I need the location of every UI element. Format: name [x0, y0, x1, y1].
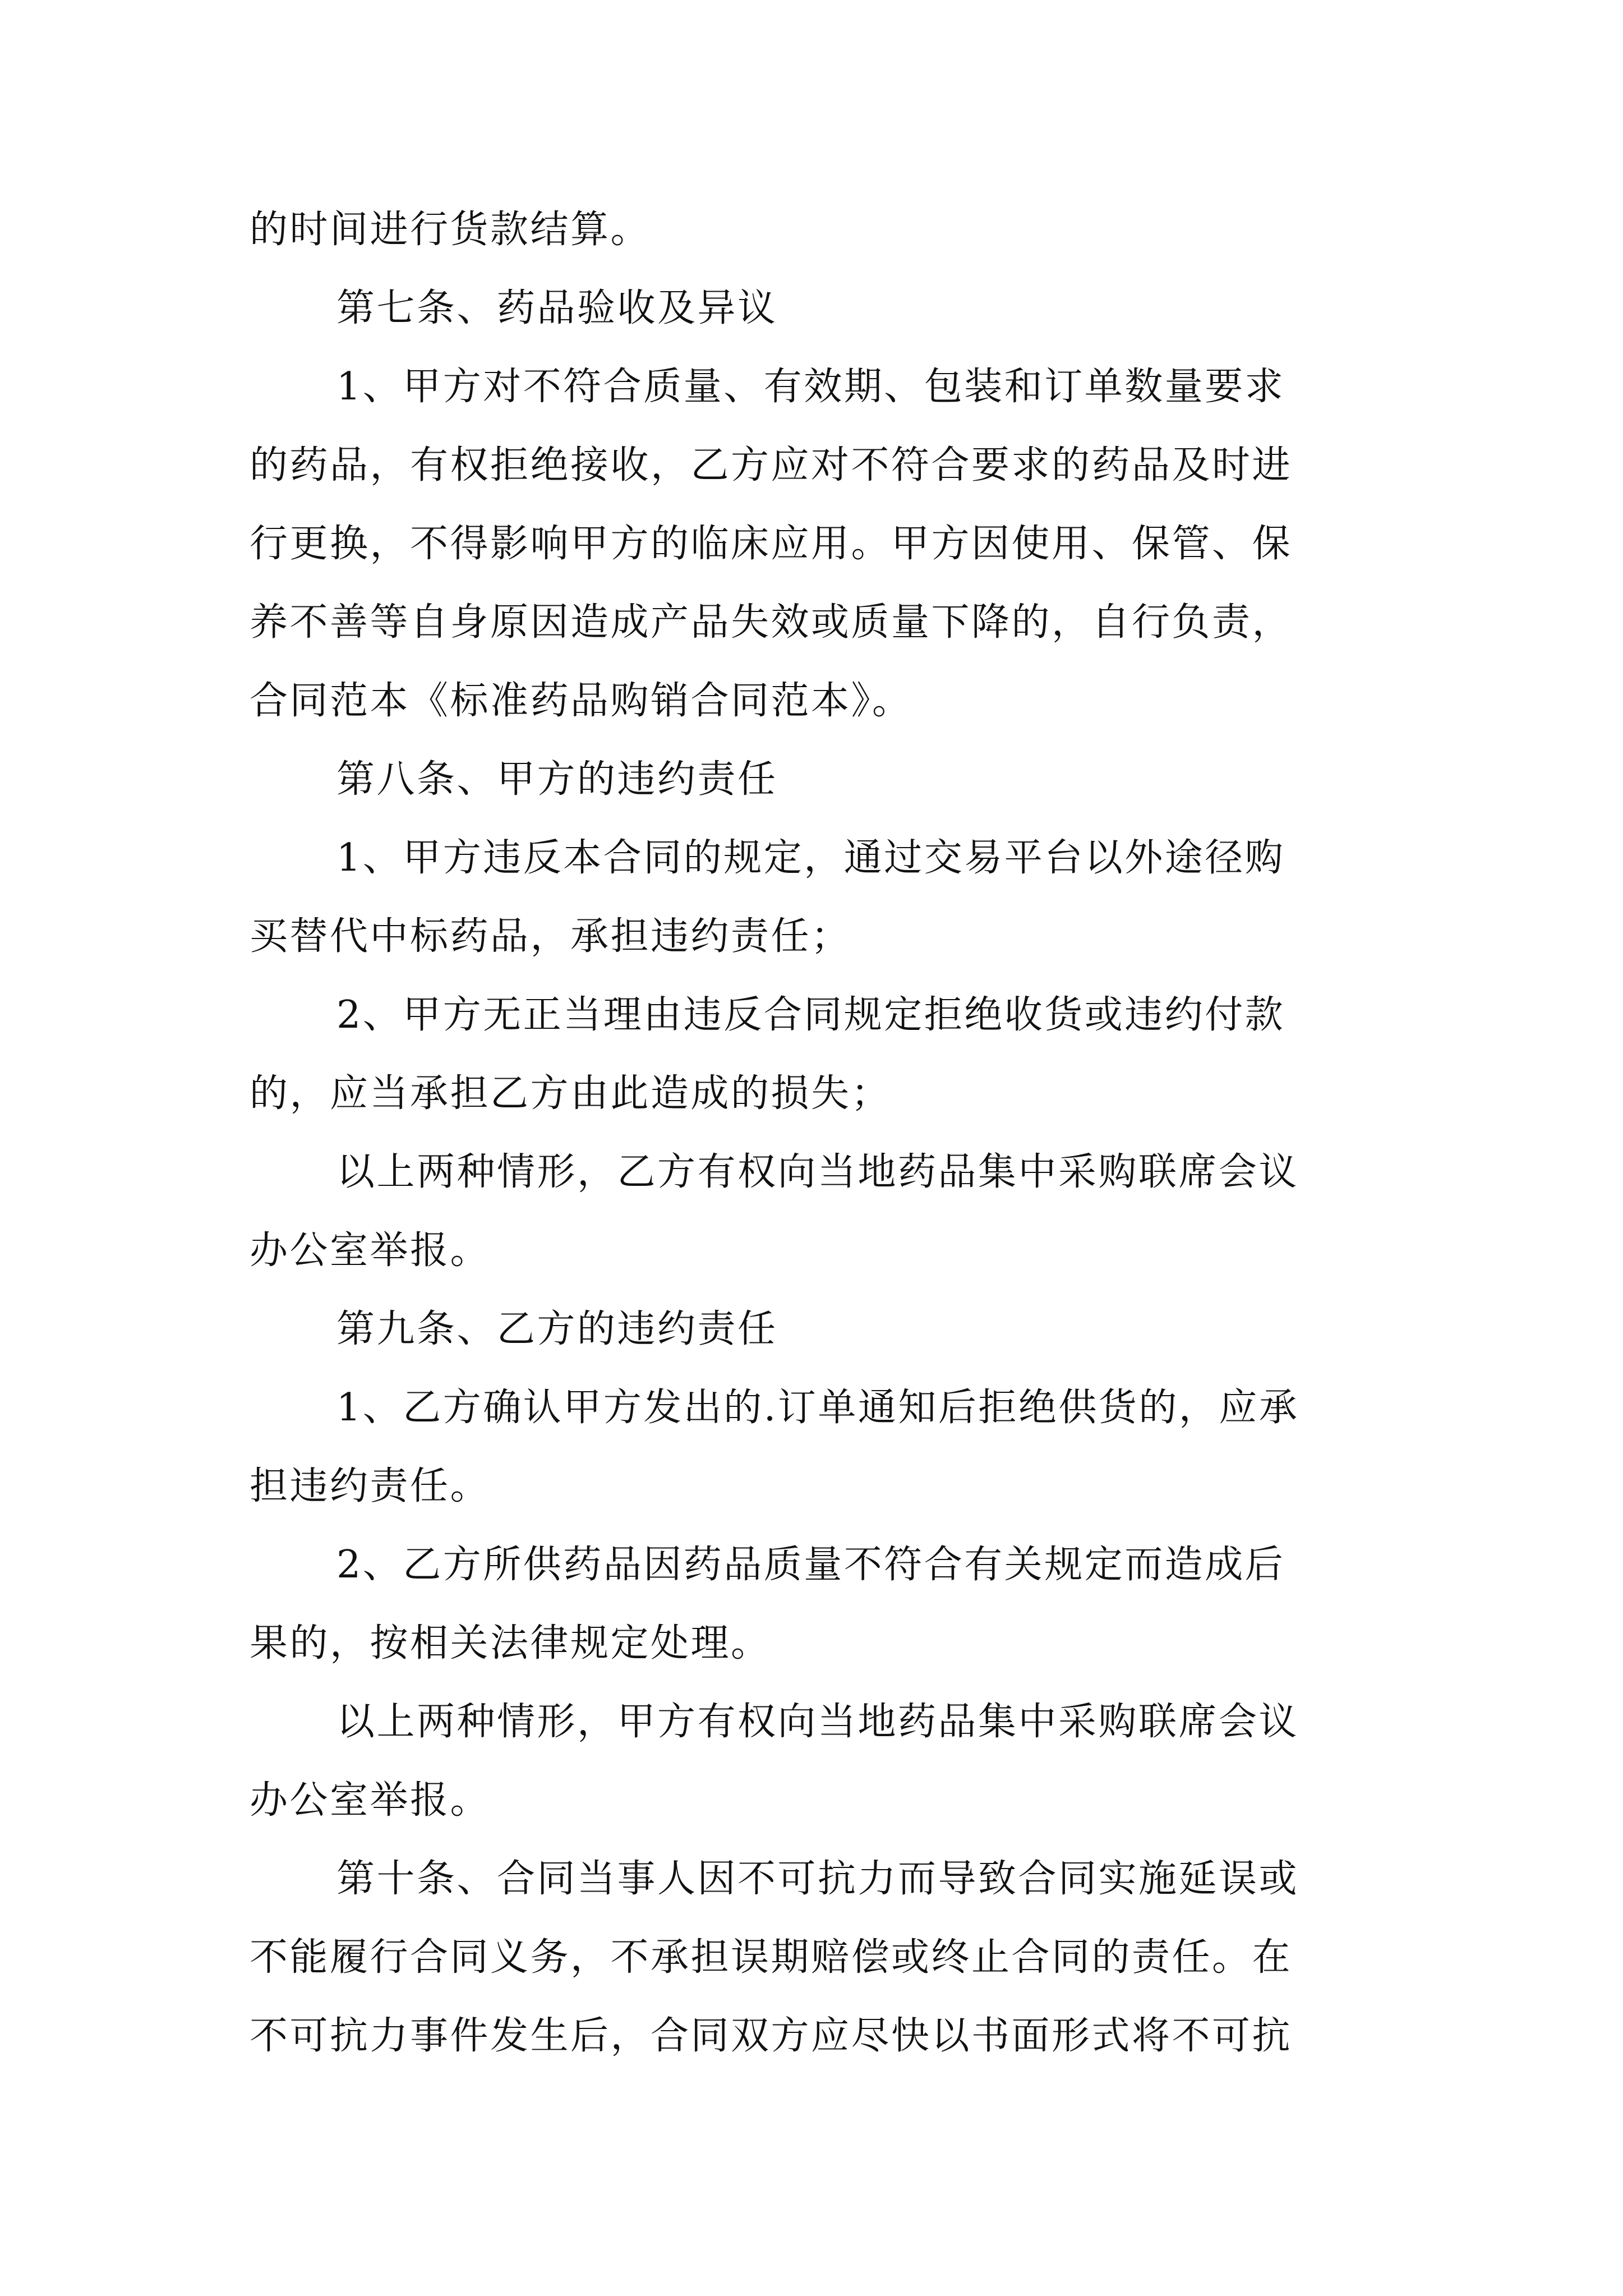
text-line: 2、甲方无正当理由违反合同规定拒绝收货或违约付款 — [336, 993, 1285, 1037]
text-line: 果的，按相关法律规定处理。 — [250, 1621, 771, 1665]
text-line: 1、乙方确认甲方发出的.订单通知后拒绝供货的，应承 — [336, 1386, 1299, 1430]
text-line: 合同范本《标准药品购销合同范本》。 — [250, 679, 912, 723]
text-line: 办公室举报。 — [250, 1778, 491, 1823]
text-line: 的，应当承担乙方由此造成的损失； — [250, 1071, 892, 1116]
text-line: 的药品，有权拒绝接收，乙方应对不符合要求的药品及时进 — [250, 443, 1293, 487]
text-line: 行更换，不得影响甲方的临床应用。甲方因使用、保管、保 — [250, 522, 1293, 566]
text-line: 第八条、甲方的违约责任 — [336, 757, 778, 802]
text-line: 不可抗力事件发生后，合同双方应尽快以书面形式将不可抗 — [250, 2014, 1293, 2058]
text-line: 办公室举报。 — [250, 1228, 491, 1273]
contract-text-body — [250, 191, 1388, 2076]
text-line: 买替代中标药品，承担违约责任； — [250, 914, 851, 959]
text-line: 1、甲方违反本合同的规定，通过交易平台以外途径购 — [336, 836, 1285, 880]
text-line: 第九条、乙方的违约责任 — [336, 1307, 778, 1351]
text-line: 担违约责任。 — [250, 1464, 491, 1508]
text-line: 以上两种情形，甲方有权向当地药品集中采购联席会议 — [336, 1700, 1299, 1744]
text-line: 的时间进行货款结算。 — [250, 208, 651, 252]
text-line: 养不善等自身原因造成产品失效或质量下降的，自行负责， — [250, 600, 1293, 645]
text-line: 第七条、药品验收及异议 — [336, 286, 778, 330]
text-line: 2、乙方所供药品因药品质量不符合有关规定而造成后 — [336, 1543, 1285, 1587]
text-line: 第十条、合同当事人因不可抗力而导致合同实施延误或 — [336, 1857, 1299, 1901]
text-line: 1、甲方对不符合质量、有效期、包装和订单数量要求 — [336, 365, 1285, 409]
text-line: 以上两种情形，乙方有权向当地药品集中采购联席会议 — [336, 1150, 1299, 1194]
text-line: 不能履行合同义务，不承担误期赔偿或终止合同的责任。在 — [250, 1935, 1293, 1980]
